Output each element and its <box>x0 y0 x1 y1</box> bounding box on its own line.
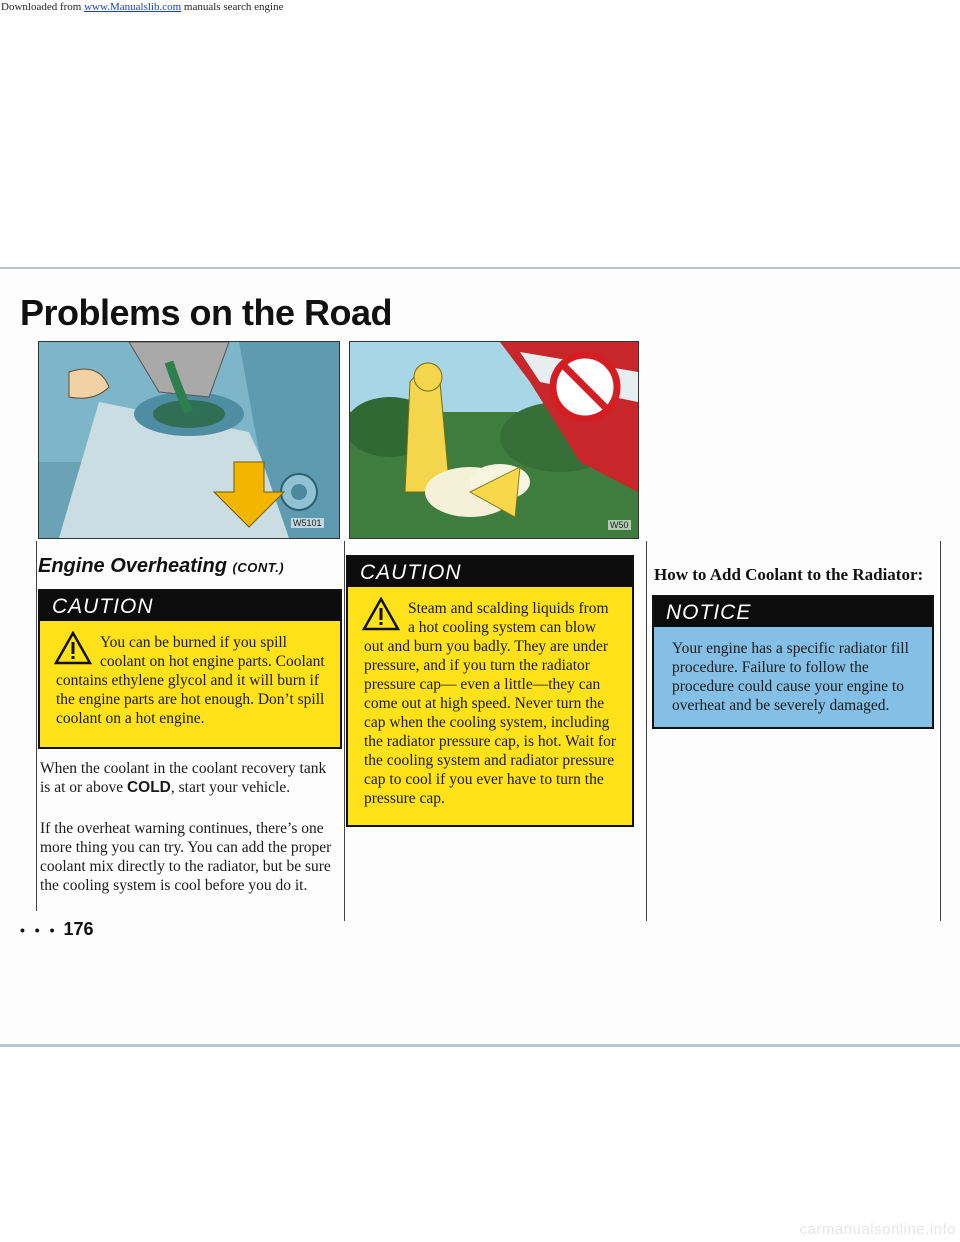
notice-box <box>652 595 934 729</box>
warning-triangle-icon <box>362 597 400 631</box>
column-rule-right-a <box>646 541 647 921</box>
caution-text-content: You can be burned if you spill coolant on hot engine parts. Coolant contains ethylene glycol and it will burn if the engine parts are hot enough. Don’t spill coolant on a hot engine. <box>56 634 325 727</box>
banner-suffix: manuals search engine <box>181 1 284 13</box>
section-heading-text: Engine Overheating <box>38 555 227 577</box>
page-number-value: 176 <box>63 919 94 939</box>
paragraph-overheat: If the overheat warning continues, there’s one more thing you can try. You can add the proper coolant mix directly to the radiator, but be sure the cooling system is cool before you do it. <box>40 820 332 894</box>
banner-prefix: Downloaded from <box>1 1 85 13</box>
paragraph-cold-before: When the coolant in the coolant recovery tank is at or above <box>40 760 327 796</box>
steam-warning-illustration <box>349 341 639 539</box>
paragraph-cold <box>40 759 340 797</box>
caution-label: CAUTION <box>348 557 632 587</box>
watermark: carmanualsonline.info <box>799 1221 956 1238</box>
steam-warning-drawing <box>350 342 638 538</box>
caution-label: CAUTION <box>40 591 340 621</box>
section-heading <box>38 555 284 578</box>
page-number <box>20 919 94 940</box>
column-rule-middle <box>344 541 345 921</box>
page-number-dots: • • • <box>20 922 58 938</box>
caution-box-steam <box>346 555 634 827</box>
download-banner <box>0 0 284 15</box>
caution-text <box>348 587 632 816</box>
notice-text: Your engine has a specific radiator fill procedure. Failure to follow the procedure could cause your engine to overheat and be severely damaged. <box>672 640 909 714</box>
column-rule-right-b <box>940 541 941 921</box>
cold-keyword: COLD <box>126 779 171 796</box>
page-title: Problems on the Road <box>20 292 393 333</box>
manualslib-link[interactable]: www.Manualslib.com <box>84 1 182 13</box>
manual-page <box>0 267 960 1047</box>
add-coolant-heading: How to Add Coolant to the Radiator: <box>654 565 924 584</box>
section-heading-suffix: (CONT.) <box>232 560 285 575</box>
illustration-code-left: W5101 <box>293 518 322 528</box>
coolant-pouring-illustration <box>38 341 340 539</box>
column-rule-left <box>36 541 37 911</box>
coolant-pouring-drawing <box>39 342 339 538</box>
illustration-code-right: W50 <box>610 520 629 530</box>
notice-label: NOTICE <box>654 597 932 627</box>
caution-box-burn <box>38 589 342 749</box>
paragraph-cold-after: , start your vehicle. <box>170 779 291 796</box>
caution-text <box>40 621 340 736</box>
caution-text-content: Steam and scalding liquids from a hot cooling system can blow out and burn you badly. They are under pressure, and if you turn the radiator pressure cap— even a little—they can come out at high speed. Never turn the cap when the cooling system, including the radiator pressure cap, is hot. Wait for the cooling system and radiator pressure cap to cool if you ever have to turn the pressure cap. <box>364 600 616 807</box>
warning-triangle-icon <box>54 631 92 665</box>
